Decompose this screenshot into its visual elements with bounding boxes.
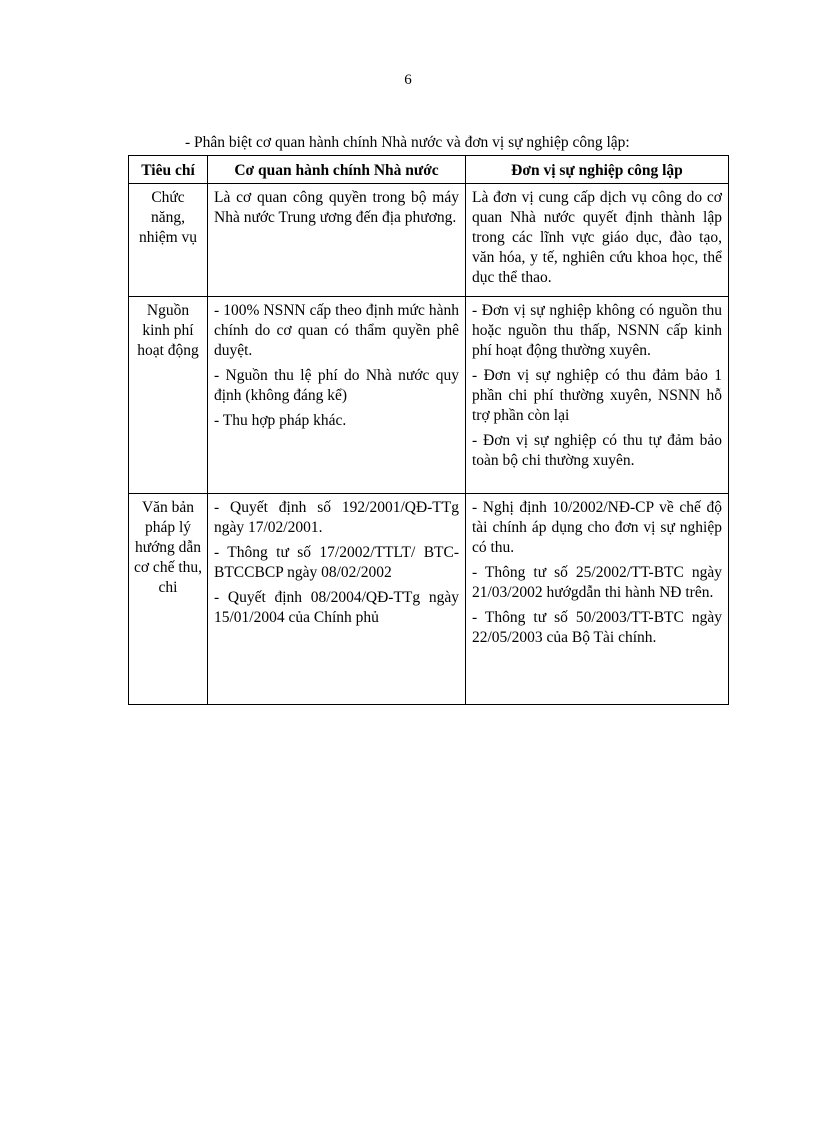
cell-paragraph: - Đơn vị sự nghiệp có thu đảm bảo 1 phần chi phí thường xuyên, NSNN hỗ trợ phần còn lại	[472, 367, 722, 424]
comparison-table	[128, 155, 729, 705]
criteria-cell: Nguồn kinh phí hoạt động	[129, 297, 208, 494]
cell-paragraph: - Đơn vị sự nghiệp có thu tự đảm bảo toàn bộ chi thường xuyên.	[472, 432, 722, 469]
cell-paragraph: - Quyết định 08/2004/QĐ-TTg ngày 15/01/2004 của Chính phủ	[214, 589, 459, 626]
admin-cell	[208, 184, 466, 297]
cell-paragraph: - Nghị định 10/2002/NĐ-CP về chế độ tài chính áp dụng cho đơn vị sự nghiệp có thu.	[472, 499, 722, 556]
public-cell	[466, 494, 729, 705]
criteria-cell: Văn bản pháp lý hướng dẫn cơ chế thu, chi	[129, 494, 208, 705]
criteria-cell: Chức năng, nhiệm vụ	[129, 184, 208, 297]
cell-paragraph: - Thông tư số 17/2002/TTLT/ BTC- BTCCBCP ngày 08/02/2002	[214, 544, 459, 581]
page-number: 6	[404, 72, 412, 88]
cell-paragraph: - Thông tư số 50/2003/TT-BTC ngày 22/05/2003 của Bộ Tài chính.	[472, 609, 722, 646]
cell-paragraph: - Đơn vị sự nghiệp không có nguồn thu hoặc nguồn thu thấp, NSNN cấp kinh phí hoạt động thường xuyên.	[472, 302, 722, 359]
admin-cell	[208, 494, 466, 705]
cell-paragraph: - Nguồn thu lệ phí do Nhà nước quy định (không đáng kể)	[214, 367, 459, 404]
header-public-unit: Đơn vị sự nghiệp công lập	[466, 156, 729, 184]
admin-cell	[208, 297, 466, 494]
cell-paragraph: - Quyết định số 192/2001/QĐ-TTg ngày 17/02/2001.	[214, 499, 459, 536]
table-header-row	[129, 156, 729, 184]
cell-paragraph: - Thu hợp pháp khác.	[214, 412, 347, 429]
cell-paragraph: Là đơn vị cung cấp dịch vụ công do cơ quan Nhà nước quyết định thành lập trong các lĩnh vực giáo dục, đào tạo, văn hóa, y tế, nghiên cứu khoa học, thể dục thể thao.	[472, 189, 722, 286]
cell-paragraph: - 100% NSNN cấp theo định mức hành chính do cơ quan có thẩm quyền phê duyệt.	[214, 302, 459, 359]
header-admin-agency: Cơ quan hành chính Nhà nước	[208, 156, 466, 184]
table-row	[129, 184, 729, 297]
header-criteria: Tiêu chí	[129, 156, 208, 184]
table-row	[129, 494, 729, 705]
public-cell	[466, 297, 729, 494]
public-cell	[466, 184, 729, 297]
cell-paragraph: - Thông tư số 25/2002/TT-BTC ngày 21/03/2002 hướgdẫn thi hành NĐ trên.	[472, 564, 722, 601]
cell-paragraph: Là cơ quan công quyền trong bộ máy Nhà nước Trung ương đến địa phương.	[214, 189, 459, 226]
intro-text: - Phân biệt cơ quan hành chính Nhà nước và đơn vị sự nghiệp công lập:	[185, 134, 630, 151]
table-row	[129, 297, 729, 494]
